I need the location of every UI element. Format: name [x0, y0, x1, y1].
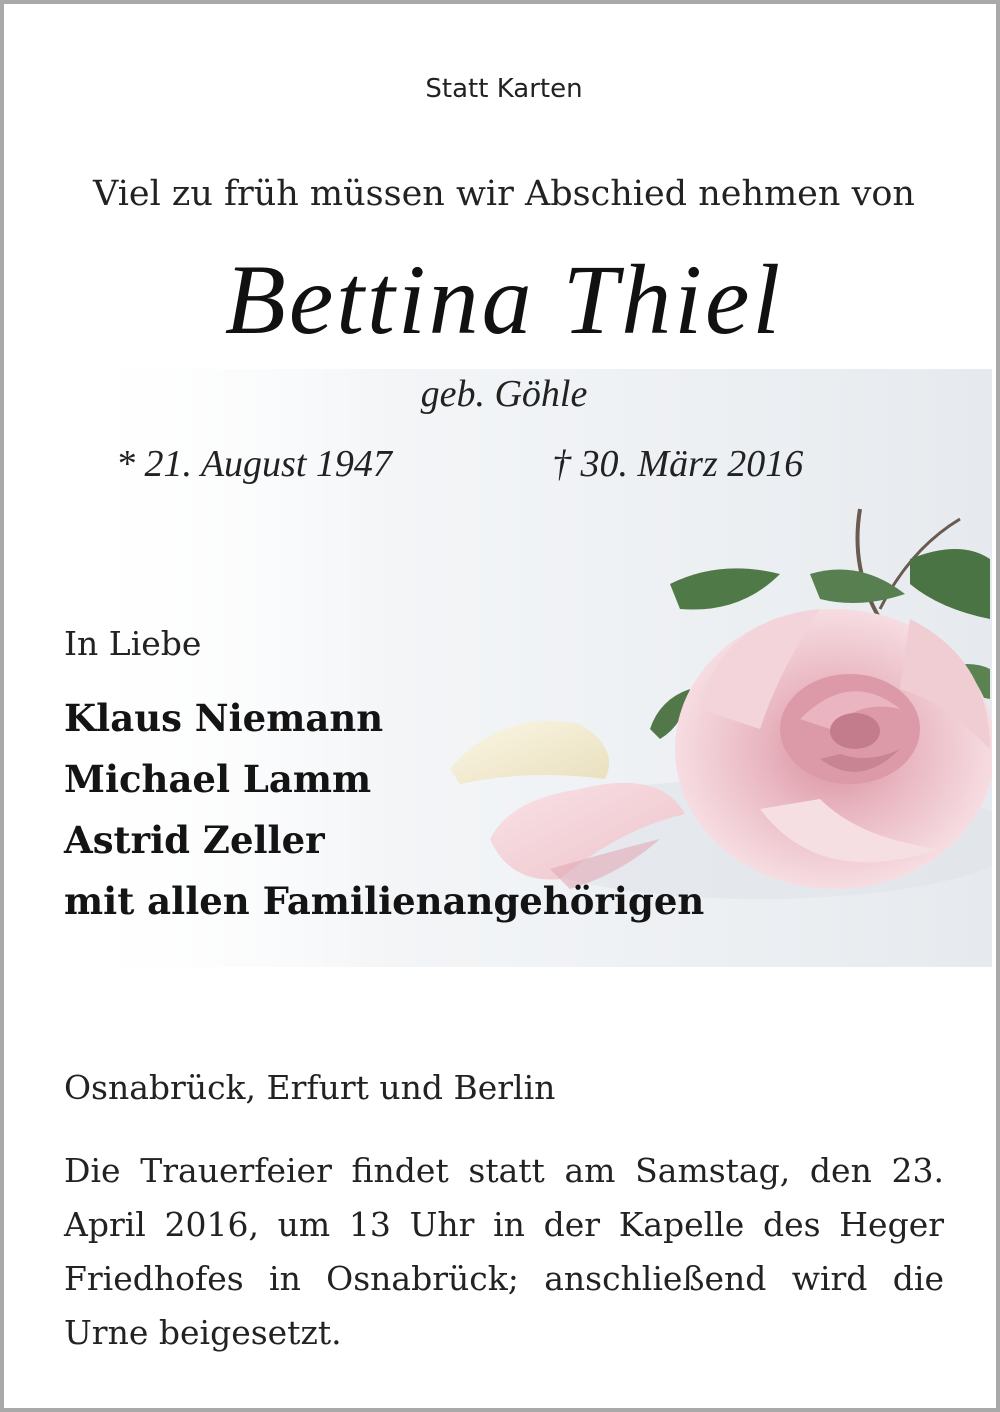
mourner-name: Klaus Niemann [64, 696, 384, 740]
mourner-name: Astrid Zeller [64, 818, 325, 862]
death-date: † 30. März 2016 [552, 443, 804, 485]
header-label: Statt Karten [425, 74, 583, 104]
deceased-name: Bettina Thiel [224, 244, 784, 355]
places-text: Osnabrück, Erfurt und Berlin [64, 1068, 556, 1107]
birth-date: * 21. August 1947 [116, 443, 392, 485]
mourner-family: mit allen Familienangehörigen [64, 879, 705, 923]
love-intro: In Liebe [64, 624, 202, 663]
ceremony-text: Die Trauerfeier findet statt am Samstag, den 23. April 2016, um 13 Uhr in der Kapelle des Heger Friedhofes in Osnabrück; anschließend wird die Urne beigesetzt. [64, 1151, 944, 1352]
mourner-name: Michael Lamm [64, 757, 372, 801]
mourners-list [64, 688, 704, 932]
intro-text: Viel zu früh müssen wir Abschied nehmen von [93, 174, 915, 214]
maiden-name: geb. Göhle [420, 373, 588, 415]
